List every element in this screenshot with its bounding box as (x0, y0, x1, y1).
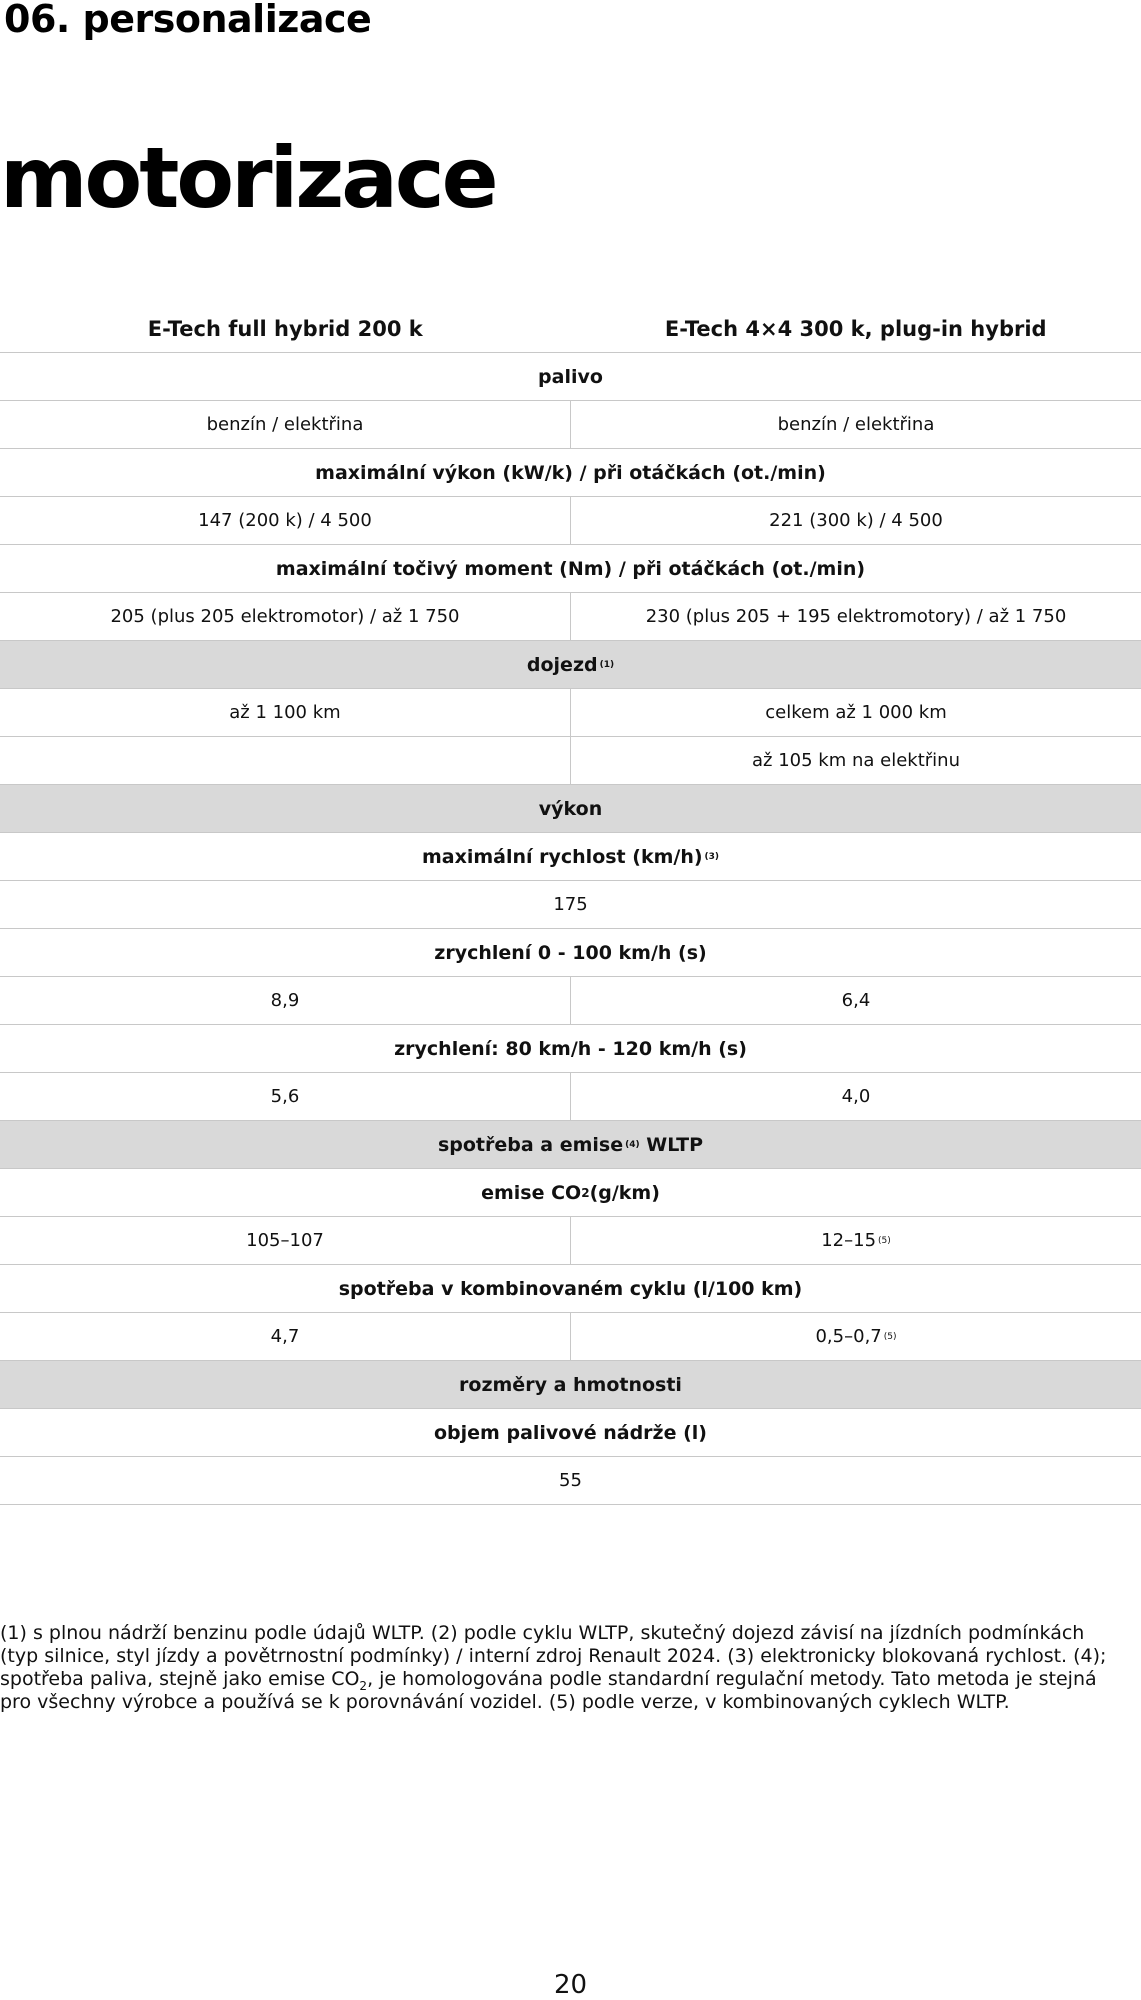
row-label-zrychleni-80-120: zrychlení: 80 km/h - 120 km/h (s) (394, 1037, 747, 1060)
row-label-moment: maximální točivý moment (Nm) / při otáčkách (ot./min) (275, 557, 866, 580)
table-row (0, 737, 1141, 785)
cell-value: 55 (559, 1470, 582, 1491)
row-label-dojezd: dojezd (1) (526, 653, 615, 676)
section-row-vykon (0, 785, 1141, 833)
cell-value: 147 (200 k) / 4 500 (0, 497, 571, 544)
cell-value: 205 (plus 205 elektromotor) / až 1 750 (0, 593, 571, 640)
row-label-vykon: maximální výkon (kW/k) / při otáčkách (ot./min) (315, 461, 826, 484)
cell-value: 4,0 (841, 1086, 871, 1107)
cell-value: 175 (553, 894, 588, 915)
cell-value: 230 (plus 205 + 195 elektromotory) / až 1 750 (645, 606, 1067, 627)
footnotes-text-part1: (1) s plnou nádrží benzinu podle údajů WLTP. (2) podle cyklu WLTP, skutečný dojezd závisí na jízdních podmínkách (typ silnice, styl jízdy a povětrnostní podmínky) / interní zdroj Renault 2024. (3) elektronicky blokovaná rychlost. (4); spotřeba paliva, stejně jako emise CO (0, 1622, 1107, 1690)
cell-value: 4,7 (0, 1313, 571, 1360)
table-row (0, 881, 1141, 929)
table-row (0, 401, 1141, 449)
table-row (0, 929, 1141, 977)
table-row (0, 353, 1141, 401)
row-label-rychlost: maximální rychlost (km/h) (3) (421, 845, 720, 868)
emise-right-value: 12–15 (821, 1230, 877, 1251)
cell-empty (0, 737, 571, 784)
table-row (0, 449, 1141, 497)
cell-value: benzín / elektřina (0, 401, 571, 448)
section-row-rozmery (0, 1361, 1141, 1409)
emise-unit: (g/km) (589, 1181, 660, 1204)
table-header-row (0, 305, 1141, 353)
table-row (0, 593, 1141, 641)
table-row (0, 1457, 1141, 1505)
dojezd-text: dojezd (526, 653, 598, 676)
row-label-spotreba-section: spotřeba a emise (4) WLTP (437, 1133, 704, 1156)
cell-value: 8,9 (0, 977, 571, 1024)
cell-value: 0,5–0,7 (5) (815, 1326, 897, 1347)
cell-value: 221 (300 k) / 4 500 (769, 510, 943, 531)
row-label-cyklus: spotřeba v kombinovaném cyklu (l/100 km) (338, 1277, 803, 1300)
table-row (0, 1169, 1141, 1217)
cell-value: až 105 km na elektřinu (752, 750, 960, 771)
footnotes-text-part2: , je homologována podle standardní regulační metody. Tato metoda je stejná pro všechny výrobce a používá se k porovnávání vozidel. (5) podle verze, v kombinovaných cyklech WLTP. (0, 1668, 1097, 1713)
cell-value: celkem až 1 000 km (765, 702, 947, 723)
cell-value: benzín / elektřina (777, 414, 935, 435)
cyklus-right-value: 0,5–0,7 (815, 1326, 882, 1347)
spotreba-text: spotřeba a emise (437, 1133, 624, 1156)
table-row (0, 1073, 1141, 1121)
table-row (0, 1217, 1141, 1265)
cell-value: 105–107 (0, 1217, 571, 1264)
cell-value: 5,6 (0, 1073, 571, 1120)
footnotes (0, 1622, 1120, 1714)
table-row (0, 1265, 1141, 1313)
table-row (0, 833, 1141, 881)
table-row (0, 1409, 1141, 1457)
table-row (0, 1313, 1141, 1361)
section-row-dojezd (0, 641, 1141, 689)
footnotes-subscript: 2 (359, 1678, 368, 1693)
column-header-full-hybrid: E-Tech full hybrid 200 k (147, 316, 423, 341)
rychlost-text: maximální rychlost (km/h) (421, 845, 703, 868)
row-label-rozmery-section: rozměry a hmotnosti (459, 1373, 682, 1396)
row-label-nadrz: objem palivové nádrže (l) (434, 1421, 707, 1444)
row-label-vykon-section: výkon (538, 797, 603, 820)
row-label-palivo: palivo (538, 365, 603, 388)
row-label-emise: emise CO 2 (g/km) (481, 1181, 660, 1204)
row-label-zrychleni-0-100: zrychlení 0 - 100 km/h (s) (434, 941, 707, 964)
section-row-spotreba (0, 1121, 1141, 1169)
emise-text: emise CO (481, 1181, 582, 1204)
cell-value: 6,4 (841, 990, 871, 1011)
table-row (0, 1025, 1141, 1073)
spec-table (0, 305, 1141, 1505)
column-header-plug-in-hybrid: E-Tech 4×4 300 k, plug-in hybrid (664, 316, 1047, 341)
table-row (0, 977, 1141, 1025)
page-heading: motorizace (0, 129, 496, 227)
spotreba-suffix: WLTP (646, 1133, 704, 1156)
page-number: 20 (553, 1970, 588, 2000)
cell-value: až 1 100 km (0, 689, 571, 736)
table-row (0, 689, 1141, 737)
table-row (0, 545, 1141, 593)
cell-value: 12–15 (5) (821, 1230, 891, 1251)
section-title: 06. personalizace (4, 0, 372, 41)
table-row (0, 497, 1141, 545)
